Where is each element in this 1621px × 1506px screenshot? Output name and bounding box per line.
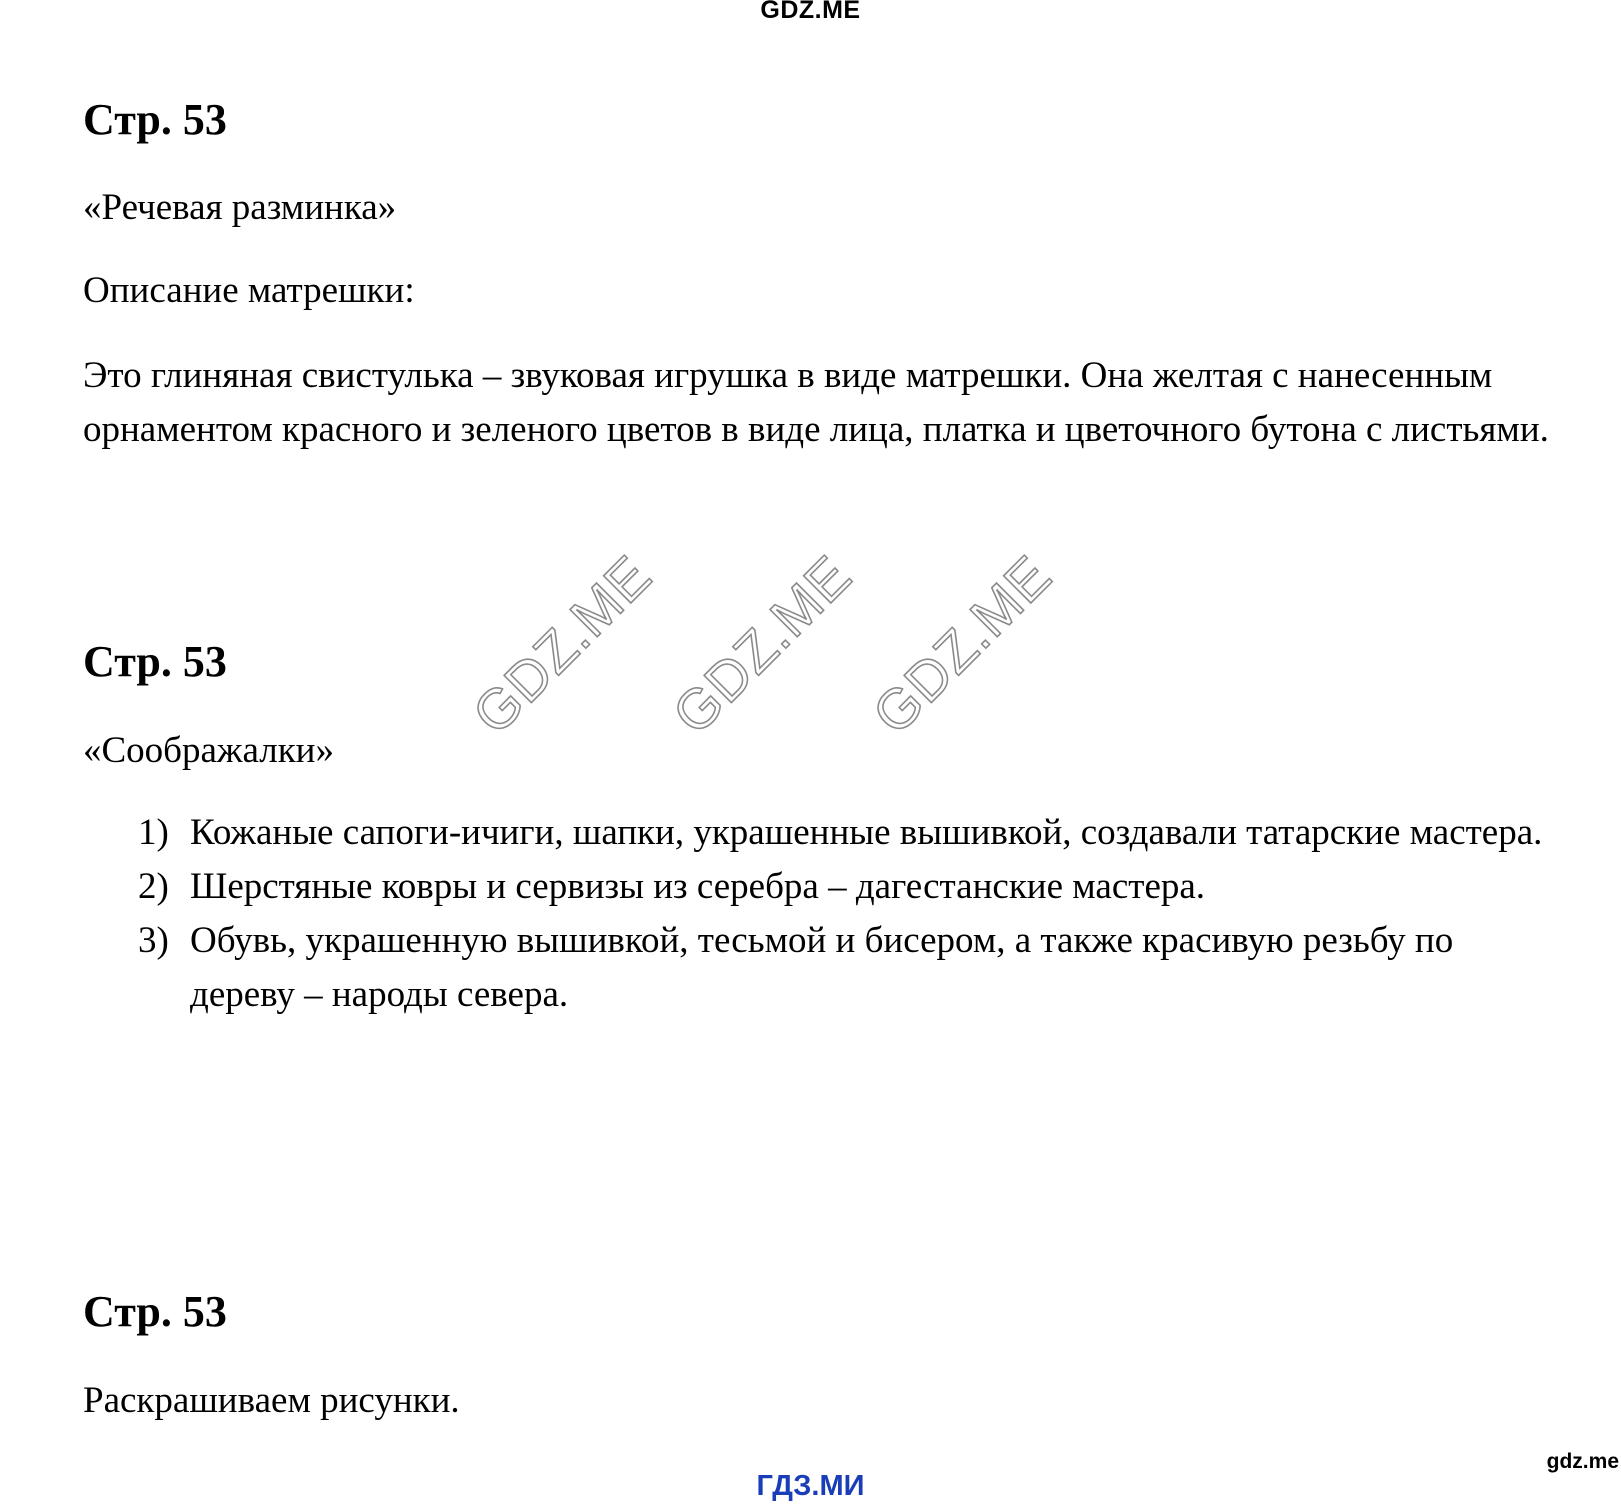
list-item	[83, 860, 1563, 914]
watermark-1: GDZ.ME	[460, 543, 664, 746]
answers-list	[83, 806, 1563, 1022]
list-item-number: 3)	[138, 920, 169, 961]
list-item-text: Шерстяные ковры и сервизы из серебра – дагестанские мастера.	[190, 866, 1206, 907]
section3-text: Раскрашиваем рисунки.	[83, 1380, 460, 1421]
section3-heading: Стр. 53	[83, 1287, 227, 1336]
section1-text: Это глиняная свистулька – звуковая игрушка в виде матрешки. Она желтая с нанесенным орнаментом красного и зеленого цветов в виде лица, платка и цветочного бутона с листьями.	[83, 355, 1549, 450]
list-item-text: Обувь, украшенную вышивкой, тесьмой и бисером, а также красивую резьбу по дереву – народы севера.	[190, 920, 1454, 1015]
section1-heading: Стр. 53	[83, 95, 227, 144]
list-item-text: Кожаные сапоги-ичиги, шапки, украшенные вышивкой, создавали татарские мастера.	[190, 812, 1543, 853]
list-item	[83, 806, 1563, 860]
list-item-number: 2)	[138, 866, 169, 907]
list-item-number: 1)	[138, 812, 169, 853]
watermark-2: GDZ.ME	[660, 543, 864, 746]
corner-brand-label: gdz.me	[1546, 1450, 1619, 1473]
section1-subtitle: «Речевая разминка»	[83, 187, 397, 228]
section2-subtitle: «Соображалки»	[83, 730, 334, 771]
watermark-3: GDZ.ME	[860, 543, 1064, 746]
bottom-brand-link[interactable]: ГДЗ.МИ	[756, 1470, 865, 1502]
section2-heading: Стр. 53	[83, 637, 227, 686]
section1-label: Описание матрешки:	[83, 270, 415, 311]
top-brand-label: GDZ.ME	[760, 0, 861, 24]
list-item	[83, 914, 1563, 1022]
